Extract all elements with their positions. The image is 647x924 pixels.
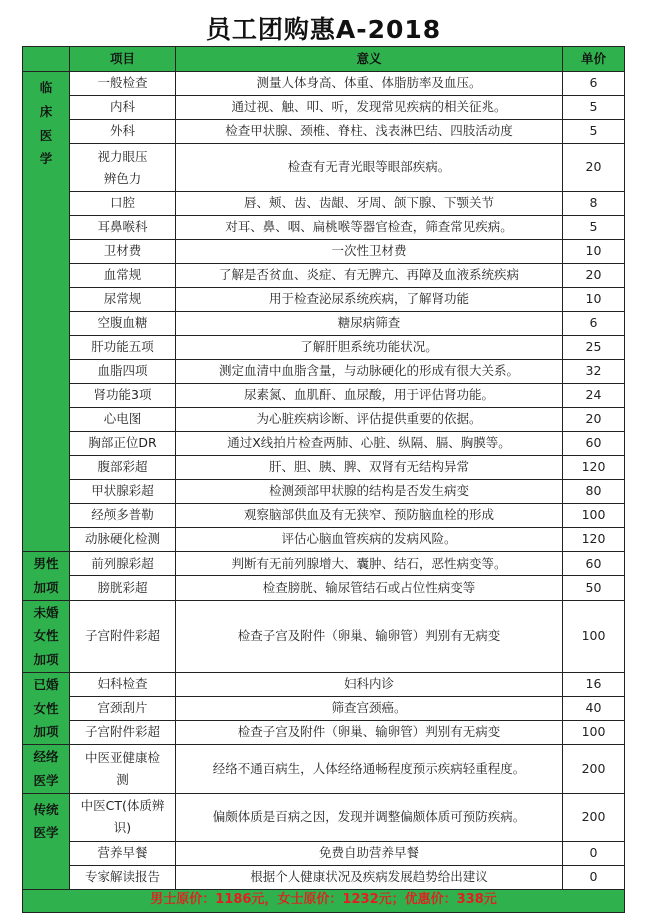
row-meaning: 糖尿病筛查 [176,312,563,336]
row-item: 中医亚健康检 测 [70,745,176,794]
row-meaning: 免费自助营养早餐 [176,841,563,865]
row-item: 耳鼻喉科 [70,216,176,240]
table-row [23,288,625,312]
row-price: 8 [563,192,625,216]
row-price: 120 [563,528,625,552]
row-meaning: 尿素氮、血肌酐、血尿酸，用于评估肾功能。 [176,384,563,408]
row-meaning: 通过视、触、叩、听，发现常见疾病的相关征兆。 [176,96,563,120]
table-row [23,696,625,720]
table-row [23,144,625,192]
table-row [23,552,625,576]
row-price: 20 [563,264,625,288]
row-meaning: 测定血清中血脂含量，与动脉硬化的形成有很大关系。 [176,360,563,384]
row-item: 血脂四项 [70,360,176,384]
row-item: 宫颈刮片 [70,696,176,720]
row-price: 0 [563,865,625,889]
row-meaning: 偏颇体质是百病之因，发现并调整偏颇体质可预防疾病。 [176,793,563,841]
row-item: 营养早餐 [70,841,176,865]
table-header-row [23,47,625,72]
row-item: 腹部彩超 [70,456,176,480]
row-meaning: 评估心脑血管疾病的发病风险。 [176,528,563,552]
row-meaning: 检查子宫及附件（卵巢、输卵管）判别有无病变 [176,720,563,744]
header-item: 项目 [70,47,176,72]
table-row [23,528,625,552]
row-price: 25 [563,336,625,360]
row-meaning: 判断有无前列腺增大、囊肿、结石，恶性病变等。 [176,552,563,576]
row-meaning: 根据个人健康状况及疾病发展趋势给出建议 [176,865,563,889]
price-table [22,46,625,913]
table-row [23,600,625,672]
table-row [23,432,625,456]
table-row [23,456,625,480]
row-meaning: 检查子宫及附件（卵巢、输卵管）判别有无病变 [176,600,563,672]
row-item: 经颅多普勒 [70,504,176,528]
row-item: 动脉硬化检测 [70,528,176,552]
row-price: 50 [563,576,625,600]
row-item: 肝功能五项 [70,336,176,360]
row-price: 100 [563,600,625,672]
header-meaning: 意义 [176,47,563,72]
row-item: 中医CT(体质辨 识) [70,793,176,841]
page-title: 员工团购惠A-2018 [205,15,442,44]
table-row [23,865,625,889]
row-meaning: 为心脏疾病诊断、评估提供重要的依据。 [176,408,563,432]
row-item: 口腔 [70,192,176,216]
category-meridian: 经络 医学 [23,745,70,794]
row-item: 膀胱彩超 [70,576,176,600]
row-meaning: 检查甲状腺、颈椎、脊柱、浅表淋巴结、四肢活动度 [176,120,563,144]
row-price: 5 [563,96,625,120]
row-price: 20 [563,144,625,192]
row-meaning: 对耳、鼻、咽、扁桃喉等器官检查，筛查常见疾病。 [176,216,563,240]
row-price: 60 [563,432,625,456]
category-married: 已婚 女性 加项 [23,672,70,744]
category-traditional: 传统 医学 [23,793,70,889]
row-item: 内科 [70,96,176,120]
row-price: 10 [563,288,625,312]
table-row [23,576,625,600]
row-price: 20 [563,408,625,432]
table-row [23,360,625,384]
row-meaning: 测量人体身高、体重、体脂肪率及血压。 [176,72,563,96]
table-row [23,672,625,696]
row-meaning: 了解是否贫血、炎症、有无脾亢、再障及血液系统疾病 [176,264,563,288]
table-row [23,384,625,408]
row-item: 肾功能3项 [70,384,176,408]
row-price: 120 [563,456,625,480]
row-price: 60 [563,552,625,576]
table-row [23,72,625,96]
row-item: 尿常规 [70,288,176,312]
row-item: 空腹血糖 [70,312,176,336]
row-meaning: 检查膀胱、输尿管结石或占位性病变等 [176,576,563,600]
category-clinical: 临 床 医 学 [23,72,70,552]
row-meaning: 检查有无青光眼等眼部疾病。 [176,144,563,192]
row-meaning: 筛查宫颈癌。 [176,696,563,720]
price-summary: 男士原价：1186元，女士原价：1232元；优惠价：338元 [23,889,625,912]
row-price: 32 [563,360,625,384]
footer-row [23,889,625,912]
row-price: 100 [563,720,625,744]
row-meaning: 妇科内诊 [176,672,563,696]
row-price: 10 [563,240,625,264]
header-price: 单价 [563,47,625,72]
category-male: 男性 加项 [23,552,70,601]
table-row [23,192,625,216]
row-price: 80 [563,480,625,504]
row-meaning: 经络不通百病生，人体经络通畅程度预示疾病轻重程度。 [176,745,563,794]
row-price: 200 [563,793,625,841]
table-row [23,841,625,865]
row-price: 24 [563,384,625,408]
row-meaning: 唇、颊、齿、齿龈、牙周、颌下腺、下颚关节 [176,192,563,216]
table-row [23,216,625,240]
row-item: 外科 [70,120,176,144]
row-item: 血常规 [70,264,176,288]
row-item: 一般检查 [70,72,176,96]
row-meaning: 了解肝胆系统功能状况。 [176,336,563,360]
row-item: 前列腺彩超 [70,552,176,576]
row-item: 视力眼压 辨色力 [70,144,176,192]
table-row [23,120,625,144]
table-row [23,720,625,744]
row-price: 5 [563,216,625,240]
category-unmarried: 未婚 女性 加项 [23,600,70,672]
table-row [23,480,625,504]
table-row [23,408,625,432]
row-price: 40 [563,696,625,720]
row-meaning: 观察脑部供血及有无狭窄、预防脑血栓的形成 [176,504,563,528]
row-item: 子宫附件彩超 [70,720,176,744]
row-price: 100 [563,504,625,528]
table-row [23,264,625,288]
row-meaning: 一次性卫材费 [176,240,563,264]
table-row [23,745,625,794]
row-price: 16 [563,672,625,696]
row-price: 0 [563,841,625,865]
row-meaning: 检测颈部甲状腺的结构是否发生病变 [176,480,563,504]
row-meaning: 肝、胆、胰、脾、双肾有无结构异常 [176,456,563,480]
row-meaning: 通过X线拍片检查两肺、心脏、纵隔、膈、胸膜等。 [176,432,563,456]
table-row [23,312,625,336]
table-row [23,336,625,360]
row-item: 胸部正位DR [70,432,176,456]
table-row [23,793,625,841]
row-item: 甲状腺彩超 [70,480,176,504]
row-price: 5 [563,120,625,144]
table-row [23,504,625,528]
table-row [23,96,625,120]
row-item: 专家解读报告 [70,865,176,889]
row-item: 妇科检查 [70,672,176,696]
row-price: 6 [563,72,625,96]
row-item: 卫材费 [70,240,176,264]
row-item: 心电图 [70,408,176,432]
row-price: 6 [563,312,625,336]
row-price: 200 [563,745,625,794]
header-category-cell [23,47,70,72]
table-row [23,240,625,264]
row-meaning: 用于检查泌尿系统疾病，了解肾功能 [176,288,563,312]
row-item: 子宫附件彩超 [70,600,176,672]
